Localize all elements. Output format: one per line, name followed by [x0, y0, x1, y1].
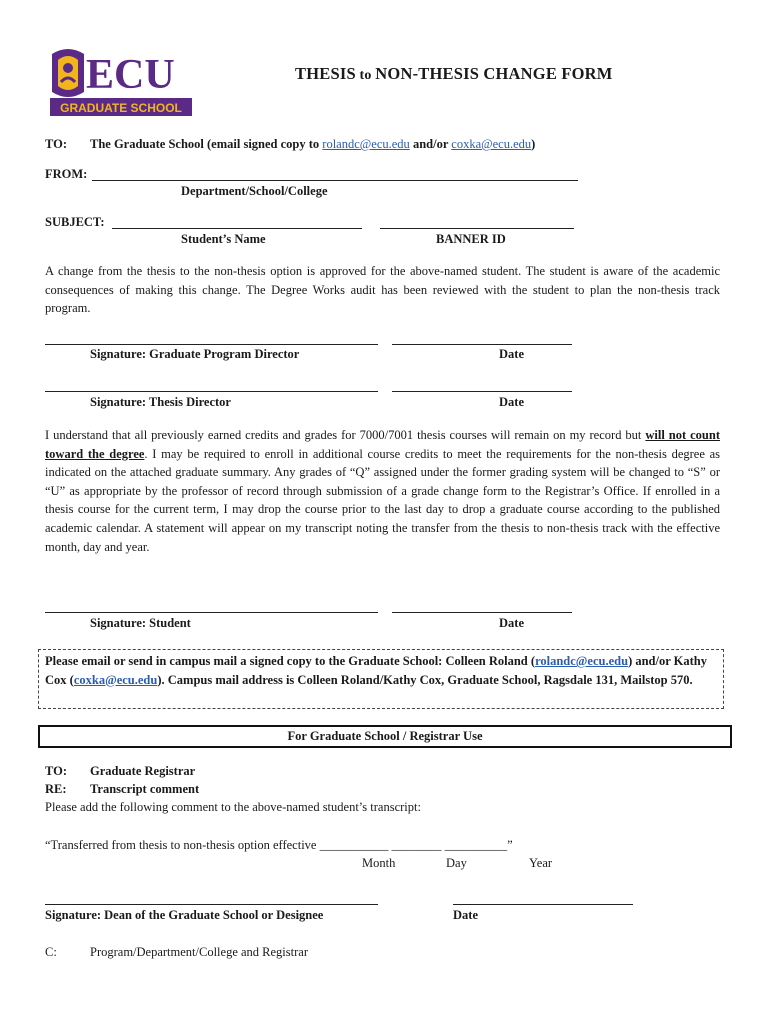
- mailing-notice-text: Please email or send in campus mail a signed copy to the Graduate School: Colleen Roland (rolandc@ecu.edu) and/or Kathy Cox (coxka@ecu.edu). Campus mail address is Colleen Roland/Kathy Cox, Graduate School, Ragsdale 131, Mailstop 570.: [45, 654, 708, 687]
- dean-date-label: Date: [453, 908, 478, 922]
- dean-signature-label: Signature: Dean of the Graduate School or Designee: [45, 908, 324, 922]
- student-date-label: Date: [499, 616, 524, 630]
- year-caption: Year: [529, 856, 553, 870]
- thesis-director-date-line[interactable]: [392, 391, 572, 392]
- notice-email-coxka[interactable]: coxka@ecu.edu: [73, 672, 158, 687]
- day-caption: Day: [446, 856, 467, 870]
- student-name-line[interactable]: [112, 228, 362, 229]
- from-label: FROM:: [45, 167, 88, 181]
- subject-label: SUBJECT:: [45, 215, 105, 229]
- student-acknowledgement-paragraph: I understand that all previously earned credits and grades for 7000/7001 thesis courses will remain on my record but will not count toward the degree. I may be required to enroll in additional course credits to meet the requirements for the non-thesis degree as indicated on the attached graduate summary. Any grades of “Q” assigned under the former grading system will be changed to “S” or “U” as appropriate by the professor of record through submission of a grade change form to the Registrar’s Office. If enrolled in a thesis course for the current term, I may drop the course prior to the last day to drop a graduate course according to the published academic calendar. A statement will appear on my transcript noting the transfer from the thesis to non-thesis track with the effective month, day and year.: [45, 428, 720, 554]
- banner-id-line[interactable]: [380, 228, 574, 229]
- student-date-line[interactable]: [392, 612, 572, 613]
- program-director-date-label: Date: [499, 347, 524, 361]
- email-link-coxka[interactable]: coxka@ecu.edu: [451, 137, 532, 151]
- will-not-count-emphasis: will not count toward the degree: [45, 428, 720, 461]
- office-to-label: TO:: [45, 764, 67, 778]
- crest-icon: [52, 49, 84, 97]
- notice-email-rolandc[interactable]: rolandc@ecu.edu: [535, 654, 629, 668]
- student-signature-label: Signature: Student: [90, 616, 191, 630]
- office-re-label: RE:: [45, 782, 67, 796]
- office-re-value: Transcript comment: [90, 782, 200, 796]
- ecu-graduate-school-logo: [48, 46, 192, 118]
- thesis-director-date-label: Date: [499, 395, 524, 409]
- to-recipient: The Graduate School (email signed copy to rolandc@ecu.edu and/or coxka@ecu.edu): [90, 137, 536, 151]
- office-use-header: For Graduate School / Registrar Use: [38, 725, 732, 748]
- transcript-comment-text: “Transferred from thesis to non-thesis option effective ___________ ________ __________”: [45, 838, 513, 852]
- banner-id-caption: BANNER ID: [436, 232, 506, 246]
- student-name-caption: Student’s Name: [181, 232, 266, 246]
- svg-text:ECU: ECU: [86, 52, 175, 98]
- office-to-value: Graduate Registrar: [90, 764, 196, 778]
- dean-signature-line[interactable]: [45, 904, 378, 905]
- program-director-signature-line[interactable]: [45, 344, 378, 345]
- email-link-rolandc[interactable]: rolandc@ecu.edu: [322, 137, 410, 151]
- from-caption: Department/School/College: [181, 184, 328, 198]
- dean-date-line[interactable]: [453, 904, 633, 905]
- form-title: THESIS to NON-THESIS CHANGE FORM: [295, 64, 613, 83]
- office-instruction: Please add the following comment to the above-named student’s transcript:: [45, 800, 421, 814]
- program-director-date-line[interactable]: [392, 344, 572, 345]
- student-signature-line[interactable]: [45, 612, 378, 613]
- thesis-director-signature-label: Signature: Thesis Director: [90, 395, 231, 409]
- approval-paragraph: A change from the thesis to the non-thesis option is approved for the above-named student. The student is aware of the academic consequences of making this change. The Degree Works audit has been reviewed with the student to plan the non-thesis track program.: [45, 264, 720, 316]
- cc-label: C:: [45, 945, 57, 959]
- to-label: TO:: [45, 137, 67, 151]
- svg-text:GRADUATE SCHOOL: GRADUATE SCHOOL: [60, 101, 182, 115]
- program-director-signature-label: Signature: Graduate Program Director: [90, 347, 300, 361]
- thesis-director-signature-line[interactable]: [45, 391, 378, 392]
- from-field-line[interactable]: [92, 180, 578, 181]
- cc-value: Program/Department/College and Registrar: [90, 945, 308, 959]
- month-caption: Month: [362, 856, 396, 870]
